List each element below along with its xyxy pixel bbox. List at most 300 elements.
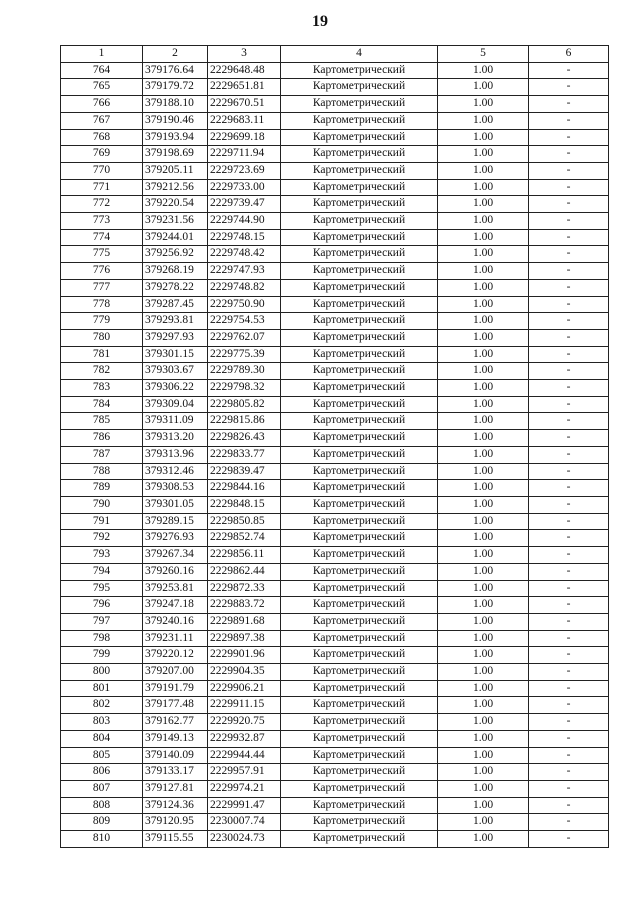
coord-y-cell: 2229856.11 (208, 547, 281, 564)
note-cell: - (529, 664, 609, 681)
method-cell: Картометрический (281, 831, 438, 848)
table-row (61, 814, 609, 831)
note-cell: - (529, 363, 609, 380)
note-cell: - (529, 112, 609, 129)
method-cell: Картометрический (281, 563, 438, 580)
table-row (61, 329, 609, 346)
accuracy-cell: 1.00 (438, 413, 529, 430)
point-number-cell: 767 (61, 112, 143, 129)
coord-x-cell: 379289.15 (143, 513, 208, 530)
method-cell: Картометрический (281, 797, 438, 814)
note-cell: - (529, 630, 609, 647)
table-row (61, 396, 609, 413)
point-number-cell: 799 (61, 647, 143, 664)
coord-x-cell: 379244.01 (143, 229, 208, 246)
accuracy-cell: 1.00 (438, 563, 529, 580)
coord-x-cell: 379120.95 (143, 814, 208, 831)
table-row (61, 530, 609, 547)
accuracy-cell: 1.00 (438, 530, 529, 547)
point-number-cell: 805 (61, 747, 143, 764)
accuracy-cell: 1.00 (438, 396, 529, 413)
method-cell: Картометрический (281, 396, 438, 413)
coord-y-cell: 2229920.75 (208, 714, 281, 731)
coord-x-cell: 379140.09 (143, 747, 208, 764)
coord-x-cell: 379312.46 (143, 463, 208, 480)
coord-y-cell: 2229651.81 (208, 79, 281, 96)
point-number-cell: 792 (61, 530, 143, 547)
table-row (61, 430, 609, 447)
table-row (61, 179, 609, 196)
accuracy-cell: 1.00 (438, 179, 529, 196)
accuracy-cell: 1.00 (438, 513, 529, 530)
accuracy-cell: 1.00 (438, 496, 529, 513)
note-cell: - (529, 196, 609, 213)
point-number-cell: 775 (61, 246, 143, 263)
coord-y-cell: 2229904.35 (208, 664, 281, 681)
coord-x-cell: 379193.94 (143, 129, 208, 146)
coordinates-table (60, 45, 609, 848)
accuracy-cell: 1.00 (438, 697, 529, 714)
note-cell: - (529, 780, 609, 797)
coord-y-cell: 2229744.90 (208, 213, 281, 230)
coord-y-cell: 2229789.30 (208, 363, 281, 380)
coord-y-cell: 2229747.93 (208, 263, 281, 280)
coord-x-cell: 379301.15 (143, 346, 208, 363)
coord-x-cell: 379149.13 (143, 730, 208, 747)
table-row (61, 296, 609, 313)
table-row (61, 747, 609, 764)
coord-x-cell: 379303.67 (143, 363, 208, 380)
note-cell: - (529, 413, 609, 430)
method-cell: Картометрический (281, 146, 438, 163)
coord-x-cell: 379115.55 (143, 831, 208, 848)
accuracy-cell: 1.00 (438, 430, 529, 447)
method-cell: Картометрический (281, 446, 438, 463)
method-cell: Картометрический (281, 229, 438, 246)
accuracy-cell: 1.00 (438, 279, 529, 296)
table-row (61, 463, 609, 480)
accuracy-cell: 1.00 (438, 96, 529, 113)
accuracy-cell: 1.00 (438, 780, 529, 797)
table-row (61, 714, 609, 731)
table-row (61, 146, 609, 163)
point-number-cell: 801 (61, 680, 143, 697)
note-cell: - (529, 279, 609, 296)
note-cell: - (529, 129, 609, 146)
note-cell: - (529, 797, 609, 814)
method-cell: Картометрический (281, 329, 438, 346)
method-cell: Картометрический (281, 630, 438, 647)
point-number-cell: 798 (61, 630, 143, 647)
table-row (61, 263, 609, 280)
note-cell: - (529, 764, 609, 781)
accuracy-cell: 1.00 (438, 263, 529, 280)
table-row (61, 513, 609, 530)
coord-x-cell: 379177.48 (143, 697, 208, 714)
note-cell: - (529, 146, 609, 163)
table-row (61, 446, 609, 463)
coord-x-cell: 379133.17 (143, 764, 208, 781)
method-cell: Картометрический (281, 647, 438, 664)
note-cell: - (529, 563, 609, 580)
note-cell: - (529, 380, 609, 397)
point-number-cell: 779 (61, 313, 143, 330)
coord-y-cell: 2229891.68 (208, 613, 281, 630)
method-cell: Картометрический (281, 96, 438, 113)
accuracy-cell: 1.00 (438, 363, 529, 380)
point-number-cell: 780 (61, 329, 143, 346)
accuracy-cell: 1.00 (438, 597, 529, 614)
note-cell: - (529, 747, 609, 764)
table-row (61, 496, 609, 513)
method-cell: Картометрический (281, 747, 438, 764)
method-cell: Картометрический (281, 430, 438, 447)
point-number-cell: 789 (61, 480, 143, 497)
note-cell: - (529, 463, 609, 480)
coord-y-cell: 2229798.32 (208, 380, 281, 397)
coord-x-cell: 379267.34 (143, 547, 208, 564)
note-cell: - (529, 647, 609, 664)
method-cell: Картометрический (281, 213, 438, 230)
accuracy-cell: 1.00 (438, 580, 529, 597)
coord-y-cell: 2229850.85 (208, 513, 281, 530)
table-row (61, 797, 609, 814)
accuracy-cell: 1.00 (438, 146, 529, 163)
accuracy-cell: 1.00 (438, 112, 529, 129)
coord-y-cell: 2229670.51 (208, 96, 281, 113)
table-row (61, 647, 609, 664)
table-row (61, 346, 609, 363)
coord-x-cell: 379253.81 (143, 580, 208, 597)
point-number-cell: 778 (61, 296, 143, 313)
note-cell: - (529, 814, 609, 831)
coord-x-cell: 379260.16 (143, 563, 208, 580)
method-cell: Картометрический (281, 263, 438, 280)
note-cell: - (529, 263, 609, 280)
note-cell: - (529, 296, 609, 313)
coord-y-cell: 2229883.72 (208, 597, 281, 614)
point-number-cell: 810 (61, 831, 143, 848)
coord-y-cell: 2229906.21 (208, 680, 281, 697)
note-cell: - (529, 613, 609, 630)
method-cell: Картометрический (281, 413, 438, 430)
coord-x-cell: 379231.11 (143, 630, 208, 647)
note-cell: - (529, 396, 609, 413)
table-row (61, 129, 609, 146)
coord-y-cell: 2229748.15 (208, 229, 281, 246)
coord-x-cell: 379231.56 (143, 213, 208, 230)
method-cell: Картометрический (281, 580, 438, 597)
note-cell: - (529, 496, 609, 513)
accuracy-cell: 1.00 (438, 296, 529, 313)
accuracy-cell: 1.00 (438, 380, 529, 397)
method-cell: Картометрический (281, 79, 438, 96)
coord-y-cell: 2229699.18 (208, 129, 281, 146)
note-cell: - (529, 346, 609, 363)
accuracy-cell: 1.00 (438, 714, 529, 731)
coord-y-cell: 2229805.82 (208, 396, 281, 413)
method-cell: Картометрический (281, 714, 438, 731)
point-number-cell: 808 (61, 797, 143, 814)
coord-y-cell: 2229815.86 (208, 413, 281, 430)
coord-y-cell: 2229748.42 (208, 246, 281, 263)
method-cell: Картометрический (281, 764, 438, 781)
note-cell: - (529, 313, 609, 330)
note-cell: - (529, 162, 609, 179)
table-row (61, 413, 609, 430)
table-row (61, 664, 609, 681)
coord-x-cell: 379207.00 (143, 664, 208, 681)
table-row (61, 363, 609, 380)
accuracy-cell: 1.00 (438, 680, 529, 697)
coord-x-cell: 379162.77 (143, 714, 208, 731)
note-cell: - (529, 179, 609, 196)
accuracy-cell: 1.00 (438, 480, 529, 497)
method-cell: Картометрический (281, 296, 438, 313)
coord-y-cell: 2229648.48 (208, 62, 281, 79)
coord-x-cell: 379278.22 (143, 279, 208, 296)
accuracy-cell: 1.00 (438, 229, 529, 246)
coord-y-cell: 2229862.44 (208, 563, 281, 580)
header-col-6: 6 (529, 46, 609, 63)
point-number-cell: 768 (61, 129, 143, 146)
coord-x-cell: 379311.09 (143, 413, 208, 430)
coord-x-cell: 379309.04 (143, 396, 208, 413)
accuracy-cell: 1.00 (438, 162, 529, 179)
note-cell: - (529, 513, 609, 530)
coord-y-cell: 2229957.91 (208, 764, 281, 781)
note-cell: - (529, 680, 609, 697)
coord-y-cell: 2229974.21 (208, 780, 281, 797)
coord-x-cell: 379205.11 (143, 162, 208, 179)
method-cell: Картометрический (281, 496, 438, 513)
accuracy-cell: 1.00 (438, 129, 529, 146)
table-row (61, 79, 609, 96)
header-col-5: 5 (438, 46, 529, 63)
note-cell: - (529, 229, 609, 246)
point-number-cell: 795 (61, 580, 143, 597)
coord-y-cell: 2229844.16 (208, 480, 281, 497)
point-number-cell: 784 (61, 396, 143, 413)
method-cell: Картометрический (281, 112, 438, 129)
point-number-cell: 797 (61, 613, 143, 630)
table-row (61, 96, 609, 113)
coord-x-cell: 379256.92 (143, 246, 208, 263)
point-number-cell: 772 (61, 196, 143, 213)
point-number-cell: 782 (61, 363, 143, 380)
point-number-cell: 809 (61, 814, 143, 831)
method-cell: Картометрический (281, 246, 438, 263)
coord-x-cell: 379212.56 (143, 179, 208, 196)
table-row (61, 563, 609, 580)
coord-x-cell: 379127.81 (143, 780, 208, 797)
table-row (61, 112, 609, 129)
point-number-cell: 764 (61, 62, 143, 79)
note-cell: - (529, 730, 609, 747)
point-number-cell: 791 (61, 513, 143, 530)
point-number-cell: 766 (61, 96, 143, 113)
method-cell: Картометрический (281, 513, 438, 530)
point-number-cell: 790 (61, 496, 143, 513)
method-cell: Картометрический (281, 313, 438, 330)
point-number-cell: 802 (61, 697, 143, 714)
accuracy-cell: 1.00 (438, 463, 529, 480)
point-number-cell: 806 (61, 764, 143, 781)
method-cell: Картометрический (281, 463, 438, 480)
coord-y-cell: 2229872.33 (208, 580, 281, 597)
accuracy-cell: 1.00 (438, 246, 529, 263)
coord-y-cell: 2229852.74 (208, 530, 281, 547)
coord-x-cell: 379176.64 (143, 62, 208, 79)
accuracy-cell: 1.00 (438, 797, 529, 814)
method-cell: Картометрический (281, 780, 438, 797)
note-cell: - (529, 430, 609, 447)
coord-x-cell: 379276.93 (143, 530, 208, 547)
coord-x-cell: 379287.45 (143, 296, 208, 313)
point-number-cell: 783 (61, 380, 143, 397)
note-cell: - (529, 831, 609, 848)
coord-y-cell: 2229733.00 (208, 179, 281, 196)
point-number-cell: 803 (61, 714, 143, 731)
table-row (61, 630, 609, 647)
coord-y-cell: 2229833.77 (208, 446, 281, 463)
coord-y-cell: 2229711.94 (208, 146, 281, 163)
coord-x-cell: 379301.05 (143, 496, 208, 513)
method-cell: Картометрический (281, 814, 438, 831)
accuracy-cell: 1.00 (438, 446, 529, 463)
point-number-cell: 781 (61, 346, 143, 363)
accuracy-cell: 1.00 (438, 547, 529, 564)
coord-x-cell: 379179.72 (143, 79, 208, 96)
note-cell: - (529, 697, 609, 714)
method-cell: Картометрический (281, 697, 438, 714)
table-row (61, 213, 609, 230)
coord-x-cell: 379220.12 (143, 647, 208, 664)
note-cell: - (529, 446, 609, 463)
coord-y-cell: 2229739.47 (208, 196, 281, 213)
accuracy-cell: 1.00 (438, 747, 529, 764)
table-row (61, 246, 609, 263)
coord-y-cell: 2229762.07 (208, 329, 281, 346)
accuracy-cell: 1.00 (438, 79, 529, 96)
coord-y-cell: 2229775.39 (208, 346, 281, 363)
coord-x-cell: 379198.69 (143, 146, 208, 163)
coord-x-cell: 379247.18 (143, 597, 208, 614)
accuracy-cell: 1.00 (438, 613, 529, 630)
coord-x-cell: 379240.16 (143, 613, 208, 630)
method-cell: Картометрический (281, 62, 438, 79)
coord-x-cell: 379293.81 (143, 313, 208, 330)
coord-x-cell: 379268.19 (143, 263, 208, 280)
point-number-cell: 773 (61, 213, 143, 230)
point-number-cell: 786 (61, 430, 143, 447)
point-number-cell: 770 (61, 162, 143, 179)
table-row (61, 162, 609, 179)
coord-y-cell: 2229839.47 (208, 463, 281, 480)
note-cell: - (529, 580, 609, 597)
coord-x-cell: 379308.53 (143, 480, 208, 497)
table-row (61, 196, 609, 213)
coord-y-cell: 2229848.15 (208, 496, 281, 513)
page-number: 19 (312, 13, 328, 30)
note-cell: - (529, 62, 609, 79)
coord-y-cell: 2229911.15 (208, 697, 281, 714)
table-body (61, 62, 609, 847)
method-cell: Картометрический (281, 530, 438, 547)
method-cell: Картометрический (281, 129, 438, 146)
note-cell: - (529, 329, 609, 346)
accuracy-cell: 1.00 (438, 664, 529, 681)
table-row (61, 831, 609, 848)
method-cell: Картометрический (281, 196, 438, 213)
coord-x-cell: 379124.36 (143, 797, 208, 814)
coord-y-cell: 2229723.69 (208, 162, 281, 179)
accuracy-cell: 1.00 (438, 831, 529, 848)
table-row (61, 279, 609, 296)
table-row (61, 547, 609, 564)
coord-x-cell: 379220.54 (143, 196, 208, 213)
table-row (61, 780, 609, 797)
table-row (61, 613, 609, 630)
note-cell: - (529, 480, 609, 497)
point-number-cell: 793 (61, 547, 143, 564)
point-number-cell: 769 (61, 146, 143, 163)
point-number-cell: 765 (61, 79, 143, 96)
coord-y-cell: 2229991.47 (208, 797, 281, 814)
coord-x-cell: 379188.10 (143, 96, 208, 113)
accuracy-cell: 1.00 (438, 62, 529, 79)
accuracy-cell: 1.00 (438, 764, 529, 781)
header-col-4: 4 (281, 46, 438, 63)
accuracy-cell: 1.00 (438, 346, 529, 363)
accuracy-cell: 1.00 (438, 814, 529, 831)
point-number-cell: 807 (61, 780, 143, 797)
method-cell: Картометрический (281, 664, 438, 681)
header-col-3: 3 (208, 46, 281, 63)
accuracy-cell: 1.00 (438, 213, 529, 230)
coord-y-cell: 2229932.87 (208, 730, 281, 747)
method-cell: Картометрический (281, 480, 438, 497)
method-cell: Картометрический (281, 162, 438, 179)
accuracy-cell: 1.00 (438, 630, 529, 647)
coord-y-cell: 2229683.11 (208, 112, 281, 129)
coord-y-cell: 2229944.44 (208, 747, 281, 764)
coord-y-cell: 2229826.43 (208, 430, 281, 447)
coord-x-cell: 379306.22 (143, 380, 208, 397)
accuracy-cell: 1.00 (438, 313, 529, 330)
table-header-row (61, 46, 609, 63)
point-number-cell: 800 (61, 664, 143, 681)
accuracy-cell: 1.00 (438, 196, 529, 213)
point-number-cell: 771 (61, 179, 143, 196)
coord-y-cell: 2229897.38 (208, 630, 281, 647)
point-number-cell: 774 (61, 229, 143, 246)
accuracy-cell: 1.00 (438, 329, 529, 346)
table-row (61, 480, 609, 497)
table-row (61, 229, 609, 246)
table-row (61, 730, 609, 747)
method-cell: Картометрический (281, 730, 438, 747)
coord-x-cell: 379313.96 (143, 446, 208, 463)
coord-y-cell: 2229750.90 (208, 296, 281, 313)
point-number-cell: 777 (61, 279, 143, 296)
note-cell: - (529, 246, 609, 263)
coord-y-cell: 2229748.82 (208, 279, 281, 296)
coord-y-cell: 2230007.74 (208, 814, 281, 831)
note-cell: - (529, 714, 609, 731)
note-cell: - (529, 597, 609, 614)
method-cell: Картометрический (281, 597, 438, 614)
